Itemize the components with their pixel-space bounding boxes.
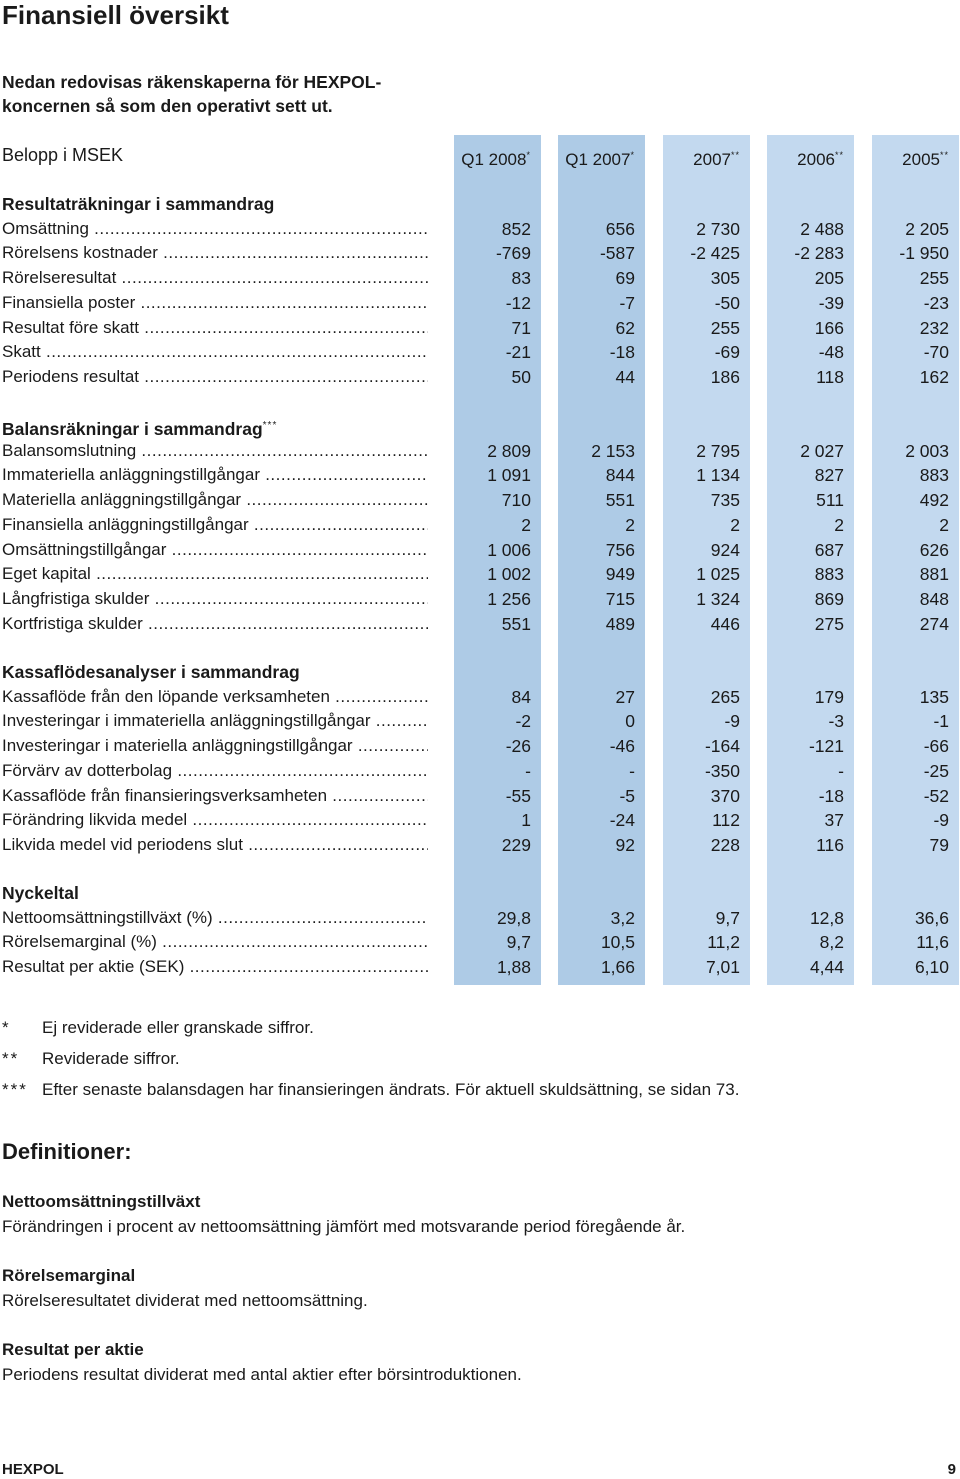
table-cell: 12,8 [809, 907, 844, 928]
footnote-text: Reviderade siffror. [42, 1049, 180, 1068]
table-cell: 265 [710, 686, 740, 707]
table-cell: 205 [814, 268, 844, 289]
table-cell: -46 [609, 736, 635, 757]
table-cell: 305 [710, 268, 740, 289]
table-cell: 511 [816, 490, 844, 511]
table-cell: 827 [814, 465, 844, 486]
table-cell: 10,5 [600, 932, 635, 953]
footnote-mark: ** [2, 1049, 20, 1068]
table-row [0, 906, 960, 931]
section-title: Kassaflödesanalyser i sammandrag [2, 662, 300, 682]
table-cell: 735 [710, 490, 740, 511]
table-cell: 1 025 [696, 564, 740, 585]
table-cell: -21 [505, 342, 531, 363]
table-cell: -9 [724, 711, 740, 732]
footnote [2, 1078, 739, 1102]
section-title: Resultaträkningar i sammandrag [2, 194, 275, 214]
table-cell: 166 [814, 317, 844, 338]
table-cell: 2 730 [696, 218, 740, 239]
table-cell: 116 [816, 834, 844, 855]
table-cell: 50 [511, 366, 531, 387]
row-label: Förvärv av dotterbolag ..... [2, 759, 428, 783]
table-row [0, 266, 960, 291]
table-cell: -1 [933, 711, 949, 732]
table-cell: 3,2 [610, 907, 635, 928]
definition-text: Rörelseresultatet dividerat med nettoomsättning. [2, 1291, 368, 1310]
table-row [0, 587, 960, 612]
row-label: Rörelsens kostnader ..... [2, 241, 428, 265]
table-cell: -121 [808, 736, 844, 757]
table-cell: -18 [609, 342, 635, 363]
table-cell: 1 002 [487, 564, 531, 585]
row-label: Eget kapital ..... [2, 562, 428, 586]
footnote-mark: * [2, 1018, 11, 1037]
row-label: Rörelseresultat ..... [2, 266, 428, 290]
table-cell: 924 [710, 539, 740, 560]
definitions-title: Definitioner: [2, 1139, 132, 1164]
table-cell: 2 153 [591, 440, 635, 461]
table-cell: 274 [919, 613, 949, 634]
table-cell: -23 [923, 292, 949, 313]
table-cell: - [525, 760, 531, 781]
table-row [0, 538, 960, 563]
table-cell: 492 [919, 490, 949, 511]
table-cell: 2 [521, 514, 531, 535]
table-cell: -9 [933, 810, 949, 831]
definition-term: Resultat per aktie [2, 1340, 144, 1359]
table-cell: -2 [515, 711, 531, 732]
row-label: Balansomslutning ..... [2, 439, 428, 463]
row-label: Omsättningstillgångar ..... [2, 538, 428, 562]
table-cell: 6,10 [914, 957, 949, 978]
definition-text: Förändringen i procent av nettoomsättning jämfört med motsvarande period föregående år. [2, 1217, 686, 1236]
table-cell: -50 [714, 292, 740, 313]
table-cell: -66 [923, 736, 949, 757]
table-row [0, 612, 960, 637]
table-cell: 370 [710, 785, 740, 806]
section-title: Balansräkningar i sammandrag*** [2, 419, 278, 439]
row-label: Rörelsemarginal (%) ..... [2, 930, 428, 954]
table-cell: 37 [824, 810, 844, 831]
table-cell: -2 425 [690, 243, 740, 264]
table-cell: 1,66 [600, 957, 635, 978]
table-row [0, 291, 960, 316]
row-label: Skatt ..... [2, 340, 428, 364]
row-label: Materiella anläggningstillgångar ..... [2, 488, 428, 512]
row-label: Periodens resultat ..... [2, 365, 428, 389]
table-cell: 881 [919, 564, 949, 585]
table-cell: 83 [511, 268, 531, 289]
table-cell: 62 [615, 317, 635, 338]
table-cell: 186 [710, 366, 740, 387]
table-cell: -350 [704, 760, 740, 781]
table-cell: 232 [919, 317, 949, 338]
table-cell: 29,8 [496, 907, 531, 928]
table-cell: -5 [619, 785, 635, 806]
row-label: Kassaflöde från den löpande verksamheten ..... [2, 685, 428, 709]
row-label: Kortfristiga skulder ..... [2, 612, 428, 636]
row-label: Resultat per aktie (SEK) ..... [2, 955, 428, 979]
table-cell: 71 [511, 317, 531, 338]
table-cell: 1 [521, 810, 531, 831]
table-cell: 1 091 [487, 465, 531, 486]
table-cell: 551 [501, 613, 531, 634]
table-cell: 2 [939, 514, 949, 535]
table-cell: 710 [501, 490, 531, 511]
table-cell: 2 205 [905, 218, 949, 239]
table-cell: 92 [615, 834, 635, 855]
table-cell: 9,7 [715, 907, 740, 928]
footnote-mark: *** [2, 1080, 28, 1099]
definition-term: Nettoomsättningstillväxt [2, 1192, 201, 1211]
section-title: Nyckeltal [2, 883, 79, 903]
table-cell: 1 006 [487, 539, 531, 560]
table-cell: 275 [814, 613, 844, 634]
table-cell: 2 809 [487, 440, 531, 461]
table-row [0, 930, 960, 955]
table-row [0, 217, 960, 242]
table-cell: 255 [710, 317, 740, 338]
footnote-text: Ej reviderade eller granskade siffror. [42, 1018, 314, 1037]
table-cell: 69 [615, 268, 635, 289]
table-cell: 1,88 [496, 957, 531, 978]
table-cell: 848 [919, 588, 949, 609]
intro-text: Nedan redovisas räkenskaperna för HEXPOL-koncernen så som den operativt sett ut. [2, 72, 382, 116]
table-row [0, 562, 960, 587]
table-cell: 8,2 [819, 932, 844, 953]
table-cell: 79 [929, 834, 949, 855]
footer-brand: HEXPOL [2, 1461, 64, 1478]
table-cell: -70 [923, 342, 949, 363]
table-cell: 1 324 [696, 588, 740, 609]
table-cell: -69 [714, 342, 740, 363]
table-cell: 656 [605, 218, 635, 239]
table-cell: 2 [730, 514, 740, 535]
table-cell: -48 [818, 342, 844, 363]
table-cell: 9,7 [506, 932, 531, 953]
table-cell: -12 [505, 292, 531, 313]
table-row [0, 685, 960, 710]
row-label: Kassaflöde från finansieringsverksamheten ..... [2, 784, 428, 808]
table-cell: 84 [511, 686, 531, 707]
table-cell: 255 [919, 268, 949, 289]
table-cell: 135 [919, 686, 949, 707]
table-cell: 11,2 [707, 932, 740, 953]
table-row [0, 784, 960, 809]
table-cell: -24 [609, 810, 635, 831]
table-row [0, 241, 960, 266]
table-cell: 715 [605, 588, 635, 609]
table-cell: -55 [505, 785, 531, 806]
table-cell: -18 [818, 785, 844, 806]
row-label: Omsättning ..... [2, 217, 428, 241]
table-row [0, 340, 960, 365]
column-header-2007: 2007** [693, 150, 740, 169]
row-label: Finansiella anläggningstillgångar ..... [2, 513, 428, 537]
table-cell: 112 [712, 810, 740, 831]
definition-text: Periodens resultat dividerat med antal aktier efter börsintroduktionen. [2, 1365, 522, 1384]
table-cell: 1 134 [696, 465, 740, 486]
table-row [0, 439, 960, 464]
table-cell: -1 950 [899, 243, 949, 264]
table-cell: 2 488 [800, 218, 844, 239]
table-cell: -7 [619, 292, 635, 313]
table-cell: 626 [919, 539, 949, 560]
row-label: Långfristiga skulder ..... [2, 587, 428, 611]
column-header-q1-2007: Q1 2007* [565, 150, 635, 169]
column-header-2005: 2005** [902, 150, 949, 169]
table-cell: 869 [814, 588, 844, 609]
table-row [0, 734, 960, 759]
table-cell: 228 [710, 834, 740, 855]
table-row [0, 488, 960, 513]
table-cell: - [629, 760, 635, 781]
table-cell: 2 027 [800, 440, 844, 461]
table-cell: 883 [919, 465, 949, 486]
table-cell: 756 [605, 539, 635, 560]
table-row [0, 709, 960, 734]
footnote-text: Efter senaste balansdagen har finansieringen ändrats. För aktuell skuldsättning, se sidan 73. [42, 1080, 740, 1099]
table-row [0, 759, 960, 784]
table-cell: 2 003 [905, 440, 949, 461]
table-cell: -3 [828, 711, 844, 732]
table-cell: 27 [615, 686, 635, 707]
table-cell: 883 [814, 564, 844, 585]
table-cell: 2 795 [696, 440, 740, 461]
row-label: Nettoomsättningstillväxt (%) ..... [2, 906, 428, 930]
table-row [0, 316, 960, 341]
table-row [0, 955, 960, 980]
table-cell: 446 [710, 613, 740, 634]
table-cell: -25 [923, 760, 949, 781]
row-label: Finansiella poster ..... [2, 291, 428, 315]
table-cell: 551 [605, 490, 635, 511]
table-cell: 489 [605, 613, 635, 634]
table-cell: -39 [818, 292, 844, 313]
table-row [0, 833, 960, 858]
table-cell: 7,01 [705, 957, 740, 978]
footnote [2, 1047, 180, 1071]
table-cell: 44 [615, 366, 635, 387]
table-cell: 36,6 [914, 907, 949, 928]
table-cell: 2 [625, 514, 635, 535]
table-cell: 229 [501, 834, 531, 855]
table-cell: -769 [495, 243, 531, 264]
column-header-2006: 2006** [797, 150, 844, 169]
table-cell: 4,44 [809, 957, 844, 978]
column-header-q1-2008: Q1 2008* [461, 150, 531, 169]
row-label: Förändring likvida medel ..... [2, 808, 428, 832]
table-cell: -26 [505, 736, 531, 757]
table-cell: -164 [704, 736, 740, 757]
table-cell: - [838, 760, 844, 781]
table-cell: -587 [599, 243, 635, 264]
table-cell: 1 256 [487, 588, 531, 609]
table-cell: -2 283 [794, 243, 844, 264]
page-number: 9 [947, 1461, 956, 1478]
row-label: Immateriella anläggningstillgångar ..... [2, 463, 428, 487]
row-label: Likvida medel vid periodens slut ..... [2, 833, 428, 857]
table-cell: 118 [816, 366, 844, 387]
row-label: Investeringar i immateriella anläggningstillgångar ..... [2, 709, 428, 733]
footnote [2, 1016, 314, 1040]
table-cell: 0 [625, 711, 635, 732]
table-cell: 949 [605, 564, 635, 585]
table-cell: 687 [814, 539, 844, 560]
table-row [0, 808, 960, 833]
row-label: Investeringar i materiella anläggningstillgångar ..... [2, 734, 428, 758]
table-cell: 179 [814, 686, 844, 707]
table-cell: 844 [605, 465, 635, 486]
table-cell: 162 [919, 366, 949, 387]
table-cell: 852 [501, 218, 531, 239]
page-title: Finansiell översikt [2, 0, 229, 30]
table-cell: 2 [834, 514, 844, 535]
table-row [0, 513, 960, 538]
definition-term: Rörelsemarginal [2, 1266, 136, 1285]
row-label: Resultat före skatt ..... [2, 316, 428, 340]
unit-label: Belopp i MSEK [2, 145, 124, 165]
table-cell: -52 [923, 785, 949, 806]
table-row [0, 365, 960, 390]
table-cell: 11,6 [916, 932, 949, 953]
table-row [0, 463, 960, 488]
